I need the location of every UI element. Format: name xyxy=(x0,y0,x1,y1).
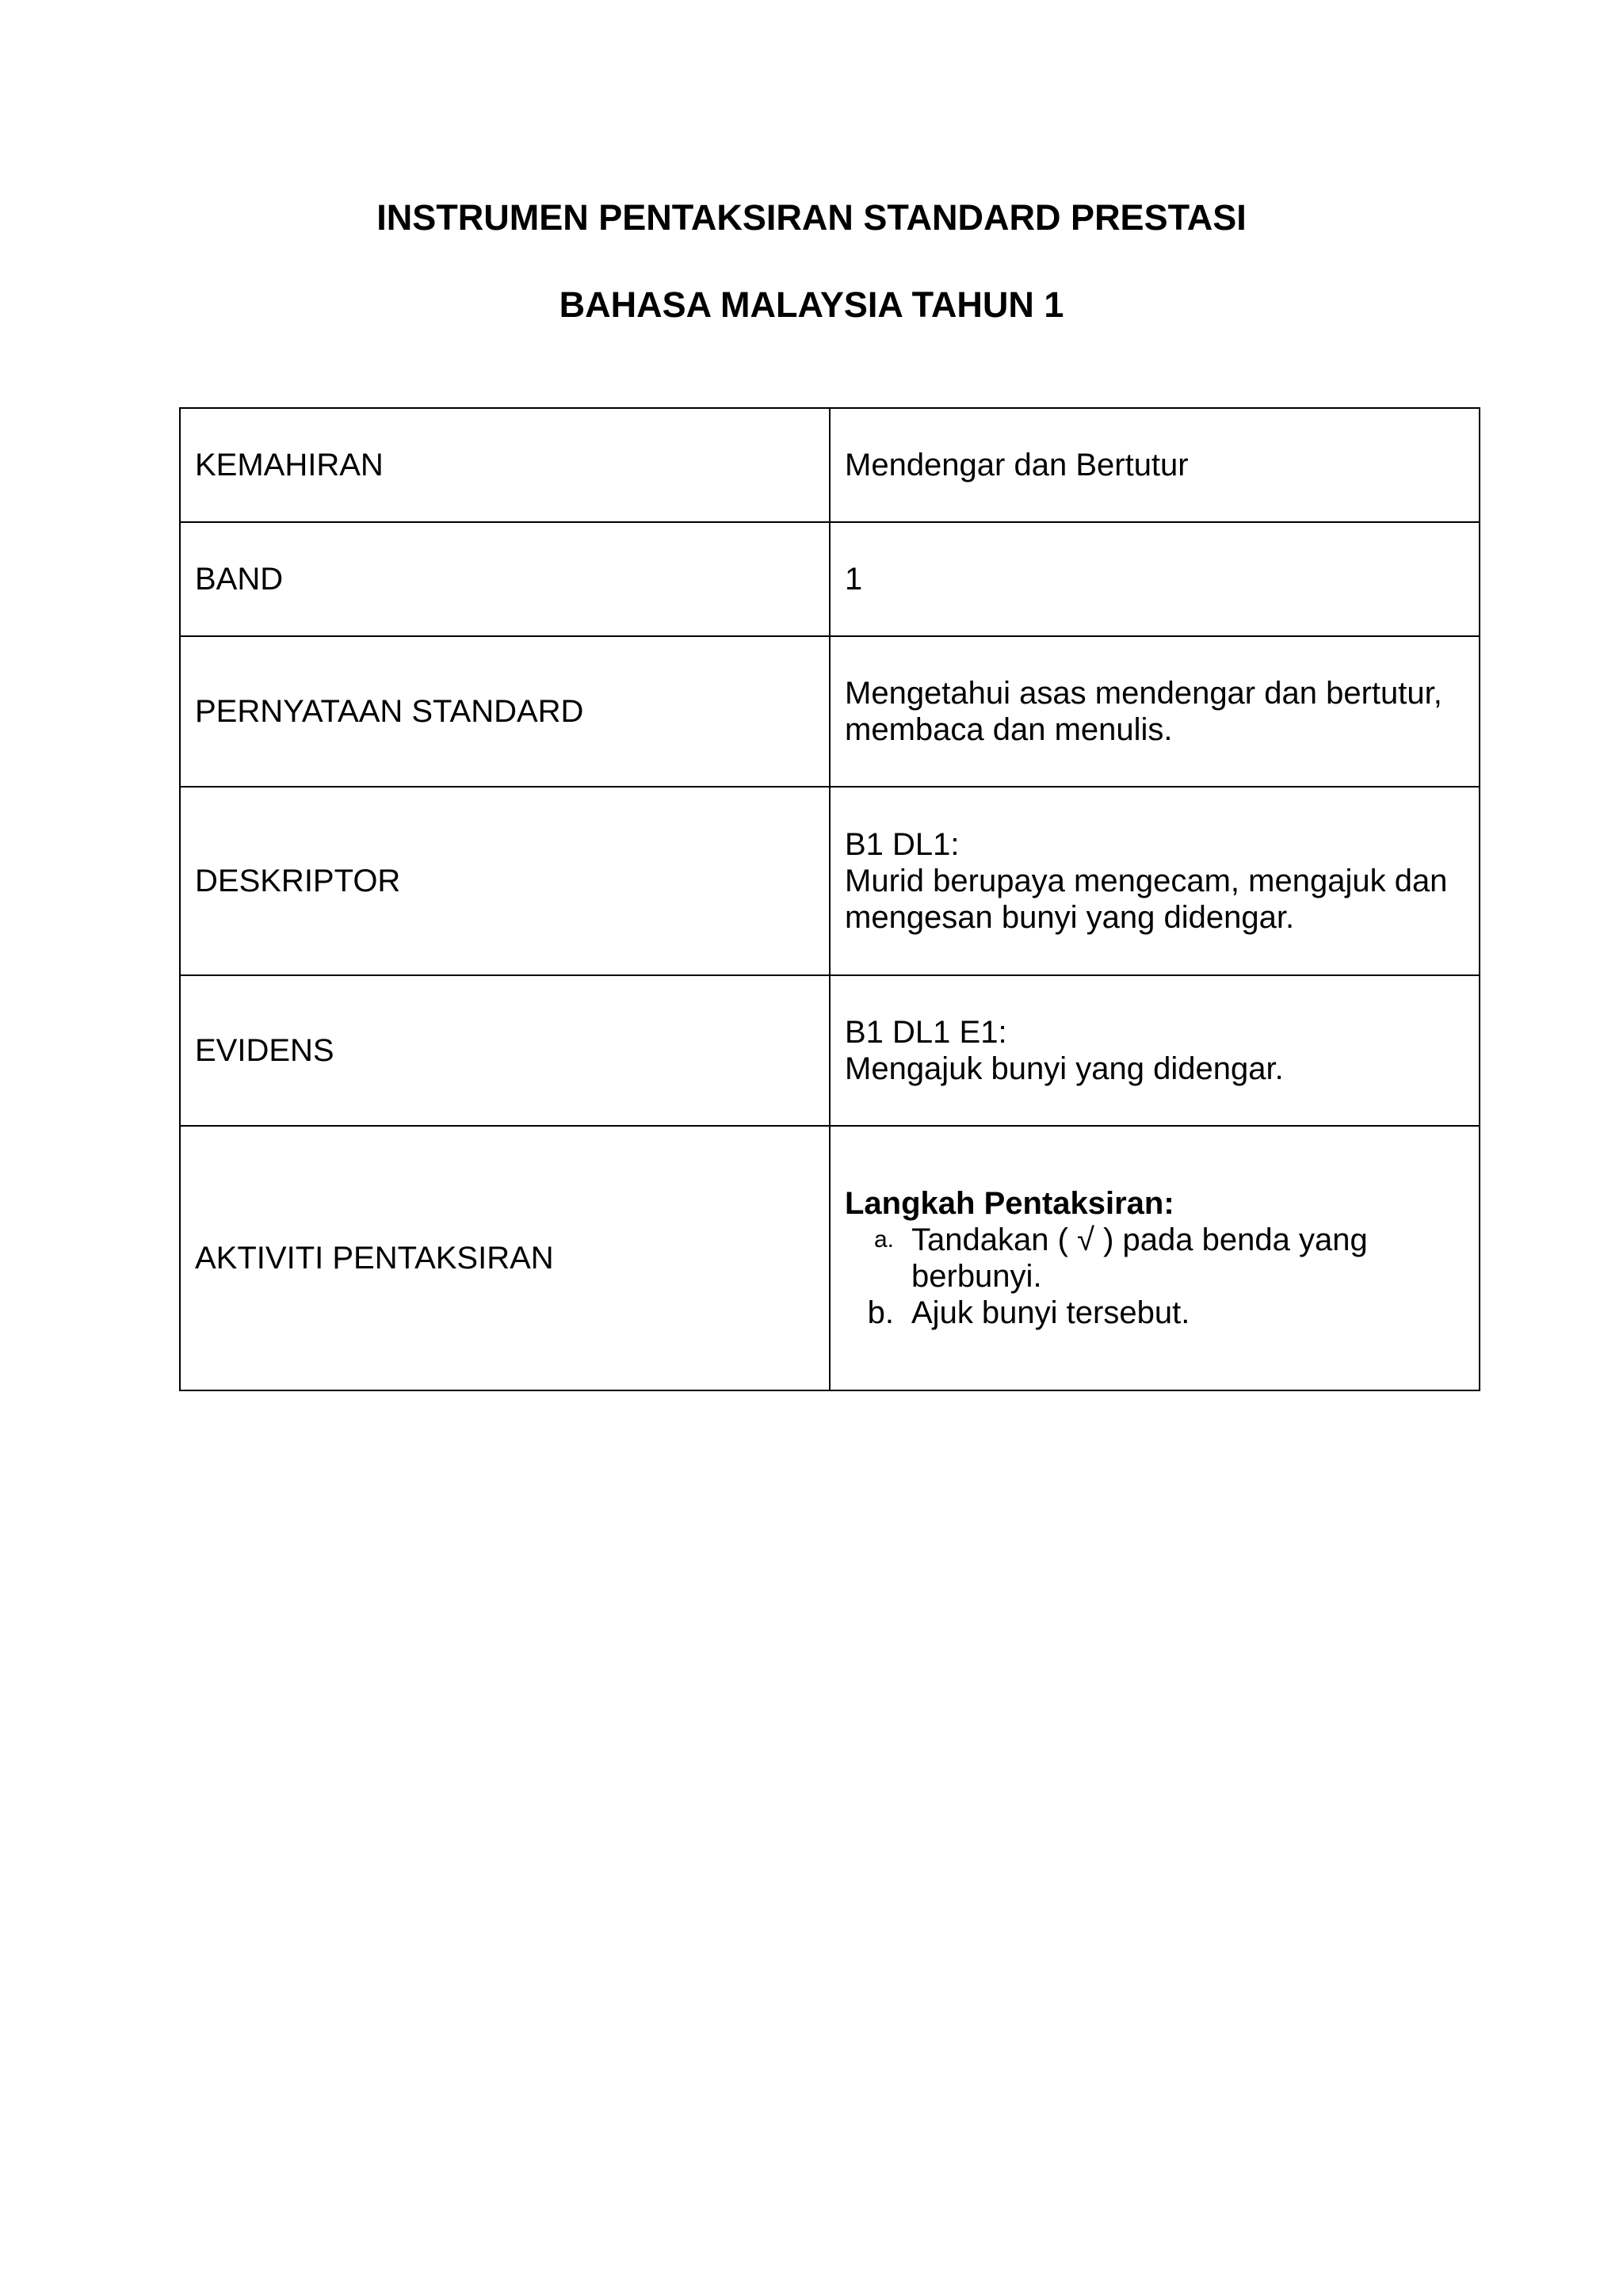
value-line: mengesan bunyi yang didengar. xyxy=(845,900,1295,935)
table-row-band xyxy=(180,522,1480,636)
row-label: KEMAHIRAN xyxy=(180,408,830,522)
list-marker: a. xyxy=(873,1226,894,1253)
list-item-text xyxy=(894,1295,1465,1331)
row-label: PERNYATAAN STANDARD xyxy=(180,636,830,787)
list-item xyxy=(845,1295,1465,1331)
table-row-evidens xyxy=(180,975,1480,1126)
row-label: AKTIVITI PENTAKSIRAN xyxy=(180,1126,830,1390)
list-item xyxy=(845,1222,1465,1295)
table-row-pernyataan-standard xyxy=(180,636,1480,787)
value-line: B1 DL1: xyxy=(845,827,960,862)
value-line: Ajuk bunyi tersebut. xyxy=(911,1295,1190,1330)
row-label: BAND xyxy=(180,522,830,636)
row-value xyxy=(830,408,1480,522)
row-value xyxy=(830,1126,1480,1390)
value-line: Mendengar dan Bertutur xyxy=(845,448,1189,482)
steps-list xyxy=(845,1222,1465,1331)
value-line: 1 xyxy=(845,562,863,597)
row-value xyxy=(830,636,1480,787)
table-row-deskriptor xyxy=(180,787,1480,975)
value-line: Mengetahui asas mendengar dan bertutur, xyxy=(845,676,1442,711)
document-title: INSTRUMEN PENTAKSIRAN STANDARD PRESTASI xyxy=(376,197,1247,238)
assessment-table xyxy=(179,407,1480,1391)
table-row-kemahiran xyxy=(180,408,1480,522)
row-label: EVIDENS xyxy=(180,975,830,1126)
value-line: Tandakan ( √ ) pada benda yang xyxy=(911,1222,1368,1257)
value-line: berbunyi. xyxy=(911,1259,1042,1294)
table-row-aktiviti-pentaksiran xyxy=(180,1126,1480,1390)
value-line: Mengajuk bunyi yang didengar. xyxy=(845,1051,1284,1086)
document-subtitle: BAHASA MALAYSIA TAHUN 1 xyxy=(559,284,1064,325)
list-marker: b. xyxy=(867,1295,894,1330)
row-value xyxy=(830,522,1480,636)
list-item-text xyxy=(894,1222,1465,1295)
value-line: membaca dan menulis. xyxy=(845,712,1173,747)
row-value xyxy=(830,787,1480,975)
steps-heading: Langkah Pentaksiran: xyxy=(845,1186,1174,1221)
row-label: DESKRIPTOR xyxy=(180,787,830,975)
value-line: B1 DL1 E1: xyxy=(845,1015,1007,1050)
row-value xyxy=(830,975,1480,1126)
value-line: Murid berupaya mengecam, mengajuk dan xyxy=(845,864,1448,898)
